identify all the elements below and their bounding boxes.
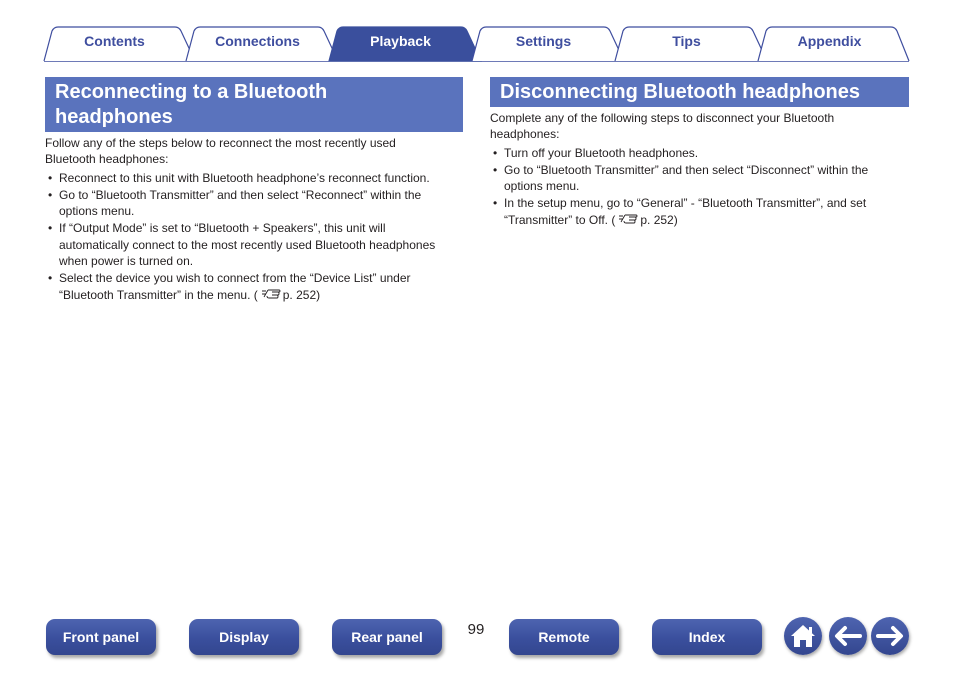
heading-line: Disconnecting Bluetooth headphones [500,81,861,103]
list-item-text: options menu. [504,179,580,194]
index-button[interactable]: Index [652,619,762,655]
heading-line: headphones [55,106,173,128]
reconnecting-body [45,135,465,304]
ref-page[interactable]: p. 252) [640,212,678,227]
list-item-text: • Reconnect to this unit with Bluetooth headphone’s reconnect function. [59,170,430,185]
disconnecting-body [490,110,910,229]
list-item-text [59,287,465,303]
tab-connections[interactable]: Connections [215,33,300,49]
list-item [45,220,465,269]
tab-outlines [0,0,954,64]
tab-appendix[interactable]: Appendix [797,33,862,49]
remote-button[interactable]: Remote [509,619,619,655]
intro-line: Bluetooth headphones: [45,152,169,167]
list-item-text: • Go to “Bluetooth Transmitter” and then select “Disconnect” within the [504,162,869,177]
back-arrow-icon [829,617,867,655]
page-reference-icon[interactable] [618,214,638,225]
list-item-text: automatically connect to the most recently used Bluetooth headphones [59,237,436,252]
forward-arrow-icon [871,617,909,655]
home-icon [784,617,822,655]
list-item [45,270,465,303]
page-reference-icon[interactable] [261,289,281,300]
list-item-text: • In the setup menu, go to “General” - “Bluetooth Transmitter”, and set [504,196,867,211]
heading-line: Reconnecting to a Bluetooth [55,81,328,103]
list-item-text: when power is turned on. [59,254,194,269]
ref-prefix: “Transmitter” to Off. ( [504,212,616,227]
intro-line: headphones: [490,127,560,142]
list-item-text: • If “Output Mode” is set to “Bluetooth + Speakers”, this unit will [59,221,386,236]
front-panel-button[interactable]: Front panel [46,619,156,655]
list-item [490,145,910,161]
list-item [45,170,465,186]
list-item-text: • Turn off your Bluetooth headphones. [504,145,699,160]
page-number: 99 [467,621,485,638]
reconnecting-heading [45,77,463,132]
intro-line: Complete any of the following steps to disconnect your Bluetooth [490,111,835,125]
list-item [45,187,465,220]
forward-button[interactable] [871,617,909,655]
tab-tips[interactable]: Tips [672,33,701,49]
rear-panel-button[interactable]: Rear panel [332,619,442,655]
ref-page[interactable]: p. 252) [282,287,321,302]
disconnect-steps-list [490,145,910,228]
list-item-text: options menu. [59,204,135,219]
tab-contents[interactable]: Contents [84,33,145,49]
tab-settings[interactable]: Settings [515,33,572,49]
list-item [490,162,910,195]
list-item-text: • Go to “Bluetooth Transmitter” and then select “Reconnect” within the [59,187,422,202]
back-button[interactable] [829,617,867,655]
display-button[interactable]: Display [189,619,299,655]
list-item-text [504,212,910,228]
ref-prefix: “Bluetooth Transmitter” in the menu. ( [59,287,258,302]
reconnect-steps-list [45,170,465,303]
disconnecting-heading [490,77,909,107]
home-button[interactable] [784,617,822,655]
intro-line: Follow any of the steps below to reconnect the most recently used [45,136,396,150]
tab-playback[interactable]: Playback [370,33,431,49]
list-item-text: • Select the device you wish to connect from the “Device List” under [59,271,411,286]
list-item [490,195,910,228]
top-tab-bar [0,0,954,64]
